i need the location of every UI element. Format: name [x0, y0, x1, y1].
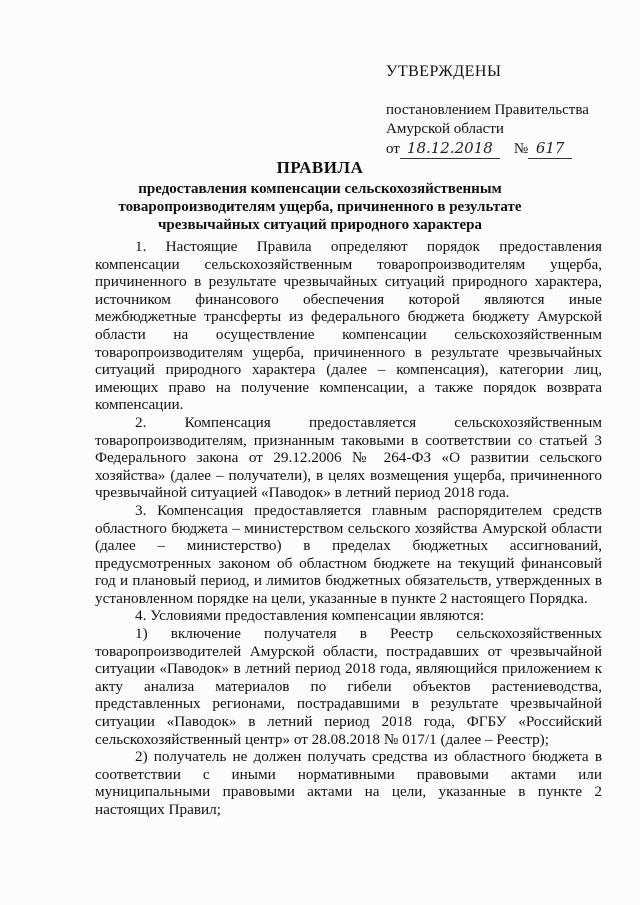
paragraph-2: 2. Компенсация предоставляется сельскохозяйственным товаропроизводителям, признанным таковыми в соответствии со статьей 3 Федерального закона от 29.12.2006 № 264-ФЗ «О развитии сельского хозяйства» (далее – получатели), в целях возмещения ущерба, причиненного чрезвычайной ситуацией «Паводок» в летний период 2018 года.	[95, 413, 602, 502]
paragraph-4: 4. Условиями предоставления компенсации являются:	[135, 607, 485, 625]
title-subtitle: предоставления компенсации сельскохозяйственным товаропроизводителям ущерба, причиненного в результате чрезвычайных ситуаций природного характера	[118, 181, 522, 233]
paragraph-4-1: 1) включение получателя в Реестр сельскохозяйственных товаропроизводителей Амурской области, пострадавших от чрезвычайной ситуации «Паводок» в летний период 2018 года, являющийся приложением к акту анализа материалов по гибели объектов растениеводства, представленных регионами, пострадавшими в результате чрезвычайной ситуации «Паводок» в летний период 2018 года, ФГБУ «Российский сельскохозяйственный центр» от 28.08.2018 № 017/1 (далее – Реестр);	[95, 625, 602, 748]
document-title	[0, 156, 640, 234]
approval-stamp	[386, 62, 626, 159]
from-label: от	[386, 141, 400, 157]
handwritten-number: 617	[528, 139, 572, 159]
document-body	[95, 238, 602, 819]
approval-line-2: Амурской области	[386, 121, 504, 137]
paragraph-4-2: 2) получатель не должен получать средства из областного бюджета в соответствии с иными нормативными правовыми актами или муниципальными правовыми актами на цели, указанные в пункте 2 настоящих Правил;	[95, 748, 602, 818]
handwritten-date: 18.12.2018	[400, 139, 500, 159]
title-main: ПРАВИЛА	[276, 158, 364, 177]
approved-heading: УТВЕРЖДЕНЫ	[386, 63, 502, 80]
number-label: №	[513, 141, 529, 157]
approval-line-1: постановлением Правительства	[386, 102, 589, 118]
paragraph-1: 1. Настоящие Правила определяют порядок предоставления компенсации сельскохозяйственным товаропроизводителям ущерба, причиненного в результате чрезвычайных ситуаций природного характера, источником финансового обеспечения которой являются иные межбюджетные трансферты из федерального бюджета бюджету Амурской области на осуществление компенсации сельскохозяйственным товаропроизводителям ущерба, причиненного в результате чрезвычайных ситуаций природного характера (далее – компенсация), категории лиц, имеющих право на получение компенсации, а также порядок возврата компенсации.	[95, 238, 602, 414]
paragraph-3: 3. Компенсация предоставляется главным распорядителем средств областного бюджета – министерством сельского хозяйства Амурской области (далее – министерство) в пределах бюджетных ассигнований, предусмотренных законом об областном бюджете на текущий финансовый год и плановый период, и лимитов бюджетных обязательств, утвержденных в установленном порядке на цели, указанные в пункте 2 настоящего Порядка.	[95, 501, 602, 607]
